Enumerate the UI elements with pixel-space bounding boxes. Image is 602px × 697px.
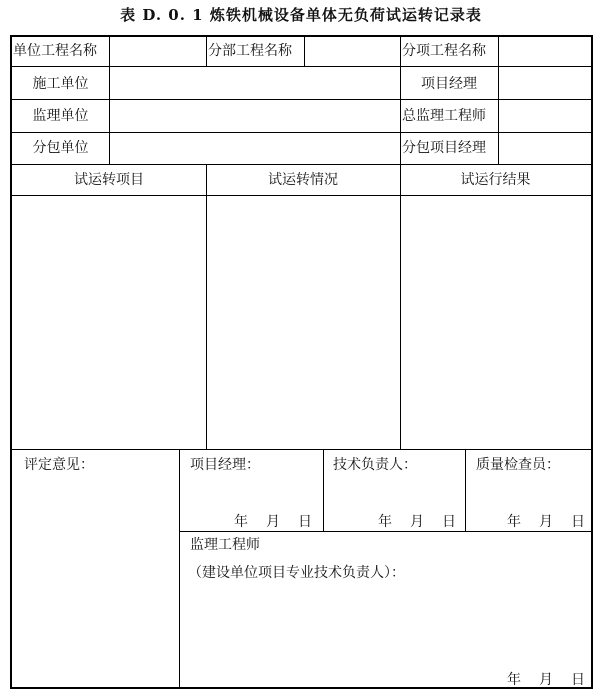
col-divider-c <box>304 37 305 66</box>
supervision-unit-label: 监理单位 <box>32 108 89 124</box>
record-form <box>10 35 593 689</box>
date-supervisor: 年 月 日 <box>507 672 585 688</box>
col-divider-i <box>465 449 466 531</box>
quality-inspector-sign-label: 质量检查员： <box>476 457 560 473</box>
subcontract-unit-label: 分包单位 <box>32 140 89 156</box>
item-project-name-label: 分项工程名称 <box>402 43 486 59</box>
col-divider-f <box>206 164 207 449</box>
trial-item-header: 试运转项目 <box>74 172 144 188</box>
col-divider-h <box>323 449 324 531</box>
col-divider-d <box>400 37 401 449</box>
col-divider-g <box>179 449 180 689</box>
construction-unit-label: 施工单位 <box>32 76 89 92</box>
tech-lead-sign-label: 技术负责人： <box>333 457 417 473</box>
date-quality-inspector: 年 月 日 <box>507 514 585 530</box>
supervisor-title: 监理工程师 <box>190 537 260 553</box>
subcontract-manager-label: 分包项目经理 <box>402 140 486 156</box>
supervisor-note: （建设单位项目专业技术负责人）： <box>188 565 405 581</box>
evaluation-label: 评定意见： <box>24 457 94 473</box>
project-manager-label: 项目经理 <box>421 76 477 92</box>
trial-result-header: 试运行结果 <box>460 172 531 188</box>
col-divider-a <box>109 37 110 164</box>
row-divider-5 <box>12 195 591 196</box>
chief-supervisor-label: 总监理工程师 <box>402 108 486 124</box>
sub-project-name-label: 分部工程名称 <box>208 43 292 59</box>
row-divider-3 <box>12 132 591 133</box>
col-divider-e <box>498 37 499 164</box>
trial-status-header: 试运转情况 <box>268 172 338 188</box>
document-title: 表 D. 0. 1 炼铁机械设备单体无负荷试运转记录表 <box>120 6 482 24</box>
date-project-manager: 年 月 日 <box>234 514 312 530</box>
row-divider-4 <box>12 164 591 165</box>
row-divider-6 <box>12 449 591 450</box>
row-divider-2 <box>12 99 591 100</box>
unit-project-name-label: 单位工程名称 <box>13 43 97 59</box>
project-manager-sign-label: 项目经理： <box>190 457 260 473</box>
col-divider-b <box>206 37 207 66</box>
row-divider-1 <box>12 66 591 67</box>
row-divider-7 <box>179 531 591 532</box>
date-tech-lead: 年 月 日 <box>378 514 456 530</box>
